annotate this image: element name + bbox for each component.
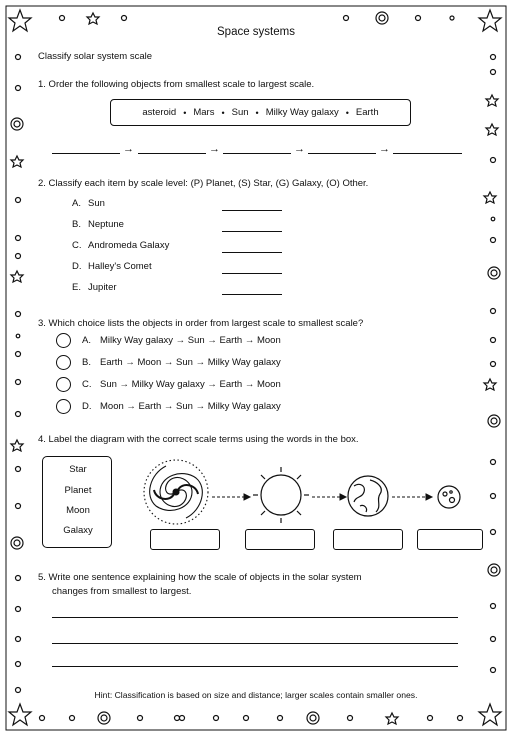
choice-option[interactable]: A. Milky Way galaxy → Sun → Earth → Moon [56,333,376,349]
classify-item: A. Sun [72,198,292,211]
radio-bubble[interactable] [56,333,71,348]
separator-dot: • [221,107,225,118]
order-answer-line [52,143,462,155]
word-bank-box [110,99,411,126]
word-item: Earth [355,107,379,118]
answer-blank[interactable] [222,294,282,295]
arrow-icon [312,494,346,500]
arrow-icon: → [209,143,220,155]
question-1-prompt: 1. Order the following objects from smallest scale to largest scale. [38,79,315,90]
writing-line[interactable] [52,666,458,667]
answer-blank[interactable] [222,252,282,253]
radio-bubble[interactable] [56,355,71,370]
corner-star-icon [9,704,31,725]
answer-blank[interactable] [222,231,282,232]
answer-blank[interactable] [138,153,206,154]
answer-blank[interactable] [52,153,120,154]
question-3-prompt: 3. Which choice lists the objects in order from largest scale to smallest scale? [38,318,364,329]
choice-option[interactable]: D. Moon → Earth → Sun → Milky Way galaxy [56,399,376,415]
answer-blank[interactable] [308,153,376,154]
word-item: Milky Way galaxy [265,107,339,118]
corner-star-icon [479,704,501,725]
radio-bubble[interactable] [56,399,71,414]
moon-icon [438,486,460,508]
galaxy-label-box[interactable] [150,529,220,550]
question-2-prompt: 2. Classify each item by scale level: (P) Planet, (S) Star, (G) Galaxy, (O) Other. [38,178,369,189]
choice-option[interactable]: C. Sun → Milky Way galaxy → Earth → Moon [56,377,376,393]
arrow-icon [212,494,250,500]
scale-diagram [140,452,470,530]
separator-dot: • [255,107,259,118]
arrow-icon: → [123,143,134,155]
answer-blank[interactable] [222,210,282,211]
answer-blank[interactable] [223,153,291,154]
classify-item: C. Andromeda Galaxy [72,240,292,253]
choice-option[interactable]: B. Earth → Moon → Sun → Milky Way galaxy [56,355,376,371]
arrow-icon [392,494,432,500]
question-5-prompt: 5. Write one sentence explaining how the scale of objects in the solar system [38,572,362,583]
galaxy-icon [144,460,208,524]
radio-bubble[interactable] [56,377,71,392]
classify-item: B. Neptune [72,219,292,232]
arrow-icon: → [379,143,390,155]
term-word: Planet [64,485,92,496]
classify-item: E. Jupiter [72,282,292,295]
moon-label-box[interactable] [417,529,483,550]
separator-dot: • [183,107,187,118]
answer-blank[interactable] [393,153,462,154]
term-word: Moon [66,505,90,516]
hint-text: Hint: Classification is based on size and distance; larger scales contain smaller ones. [94,690,418,700]
sun-icon [253,467,309,523]
page-subtitle: Classify solar system scale [38,51,153,62]
answer-blank[interactable] [222,273,282,274]
writing-line[interactable] [52,643,458,644]
word-item: Mars [193,107,215,118]
planet-label-box[interactable] [333,529,403,550]
writing-line[interactable] [52,617,458,618]
arrow-icon: → [294,143,305,155]
word-item: asteroid [142,107,177,118]
term-word-box [42,456,112,548]
earth-icon [348,476,388,516]
word-item: Sun [231,107,249,118]
question-4-prompt: 4. Label the diagram with the correct scale terms using the words in the box. [38,434,359,445]
separator-dot: • [345,107,349,118]
term-word: Galaxy [63,525,93,536]
classify-item: D. Halley's Comet [72,261,292,274]
term-word: Star [69,464,87,475]
question-5-prompt-continued: changes from smallest to largest. [52,586,192,597]
page-title: Space systems [217,26,295,38]
star-label-box[interactable] [245,529,315,550]
